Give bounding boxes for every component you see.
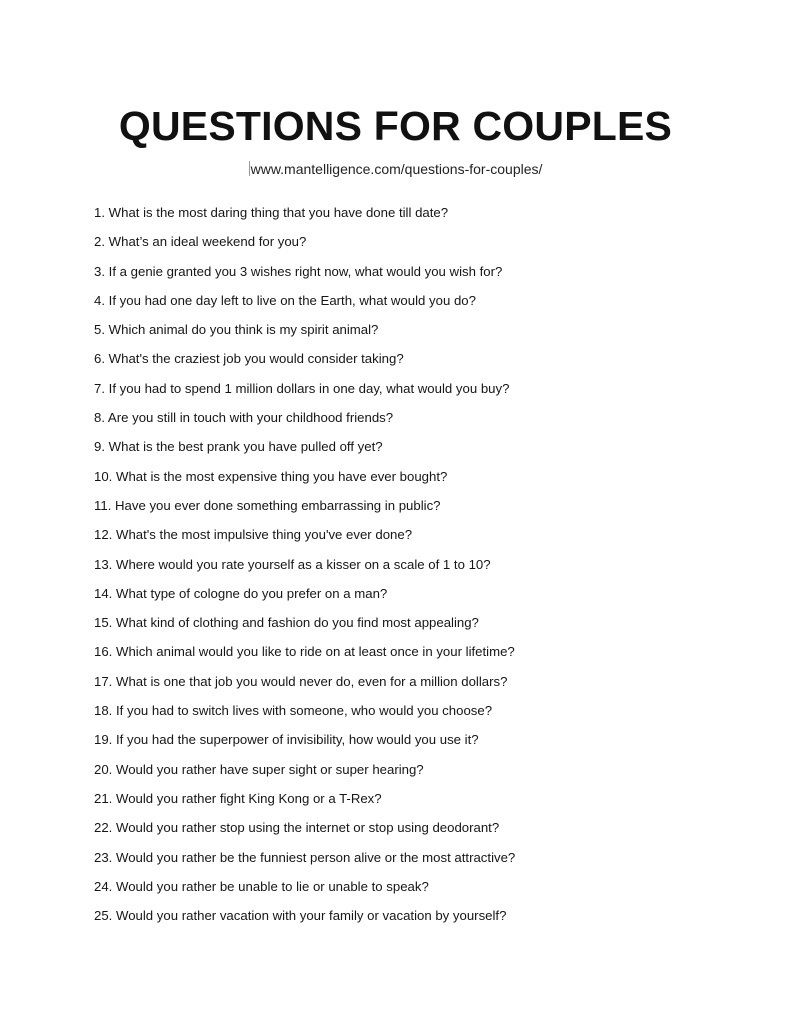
question-item: 11. Have you ever done something embarrassing in public? <box>94 497 441 513</box>
question-item: 1. What is the most daring thing that you have done till date? <box>94 205 449 220</box>
question-item: 20. Would you rather have super sight or super hearing? <box>94 761 424 777</box>
question-item: 15. What kind of clothing and fashion do you find most appealing? <box>94 615 479 631</box>
question-item: 2. What’s an ideal weekend for you? <box>94 234 307 250</box>
question-item: 6. What's the craziest job you would consider taking? <box>94 351 404 367</box>
text-cursor <box>249 161 250 176</box>
question-item: 12. What's the most impulsive thing you've ever done? <box>94 527 413 543</box>
question-item: 19. If you had the superpower of invisibility, how would you use it? <box>94 732 479 748</box>
question-item: 18. If you had to switch lives with someone, who would you choose? <box>94 703 493 719</box>
source-url: www.mantelligence.com/questions-for-couples/ <box>250 161 543 177</box>
question-item: 7. If you had to spend 1 million dollars in one day, what would you buy? <box>94 380 510 396</box>
source-url-line <box>0 160 791 178</box>
question-item: 14. What type of cologne do you prefer on a man? <box>94 585 388 601</box>
question-item: 21. Would you rather fight King Kong or a T-Rex? <box>94 790 382 806</box>
question-item: 9. What is the best prank you have pulled off yet? <box>94 439 383 455</box>
question-list <box>94 203 515 935</box>
question-item: 8. Are you still in touch with your childhood friends? <box>94 410 394 426</box>
page-title: QUESTIONS FOR COUPLES <box>118 103 673 149</box>
question-item: 5. Which animal do you think is my spirit animal? <box>94 322 379 338</box>
question-item: 10. What is the most expensive thing you have ever bought? <box>94 468 448 484</box>
question-item: 4. If you had one day left to live on the Earth, what would you do? <box>94 292 476 308</box>
question-item: 23. Would you rather be the funniest person alive or the most attractive? <box>94 849 516 865</box>
question-item: 25. Would you rather vacation with your family or vacation by yourself? <box>94 908 507 924</box>
question-item: 24. Would you rather be unable to lie or unable to speak? <box>94 878 429 894</box>
question-item: 3. If a genie granted you 3 wishes right now, what would you wish for? <box>94 263 503 279</box>
question-item: 22. Would you rather stop using the internet or stop using deodorant? <box>94 820 500 836</box>
question-item: 13. Where would you rate yourself as a kisser on a scale of 1 to 10? <box>94 556 491 572</box>
question-item: 17. What is one that job you would never do, even for a million dollars? <box>94 673 508 689</box>
question-item: 16. Which animal would you like to ride on at least once in your lifetime? <box>94 644 515 660</box>
